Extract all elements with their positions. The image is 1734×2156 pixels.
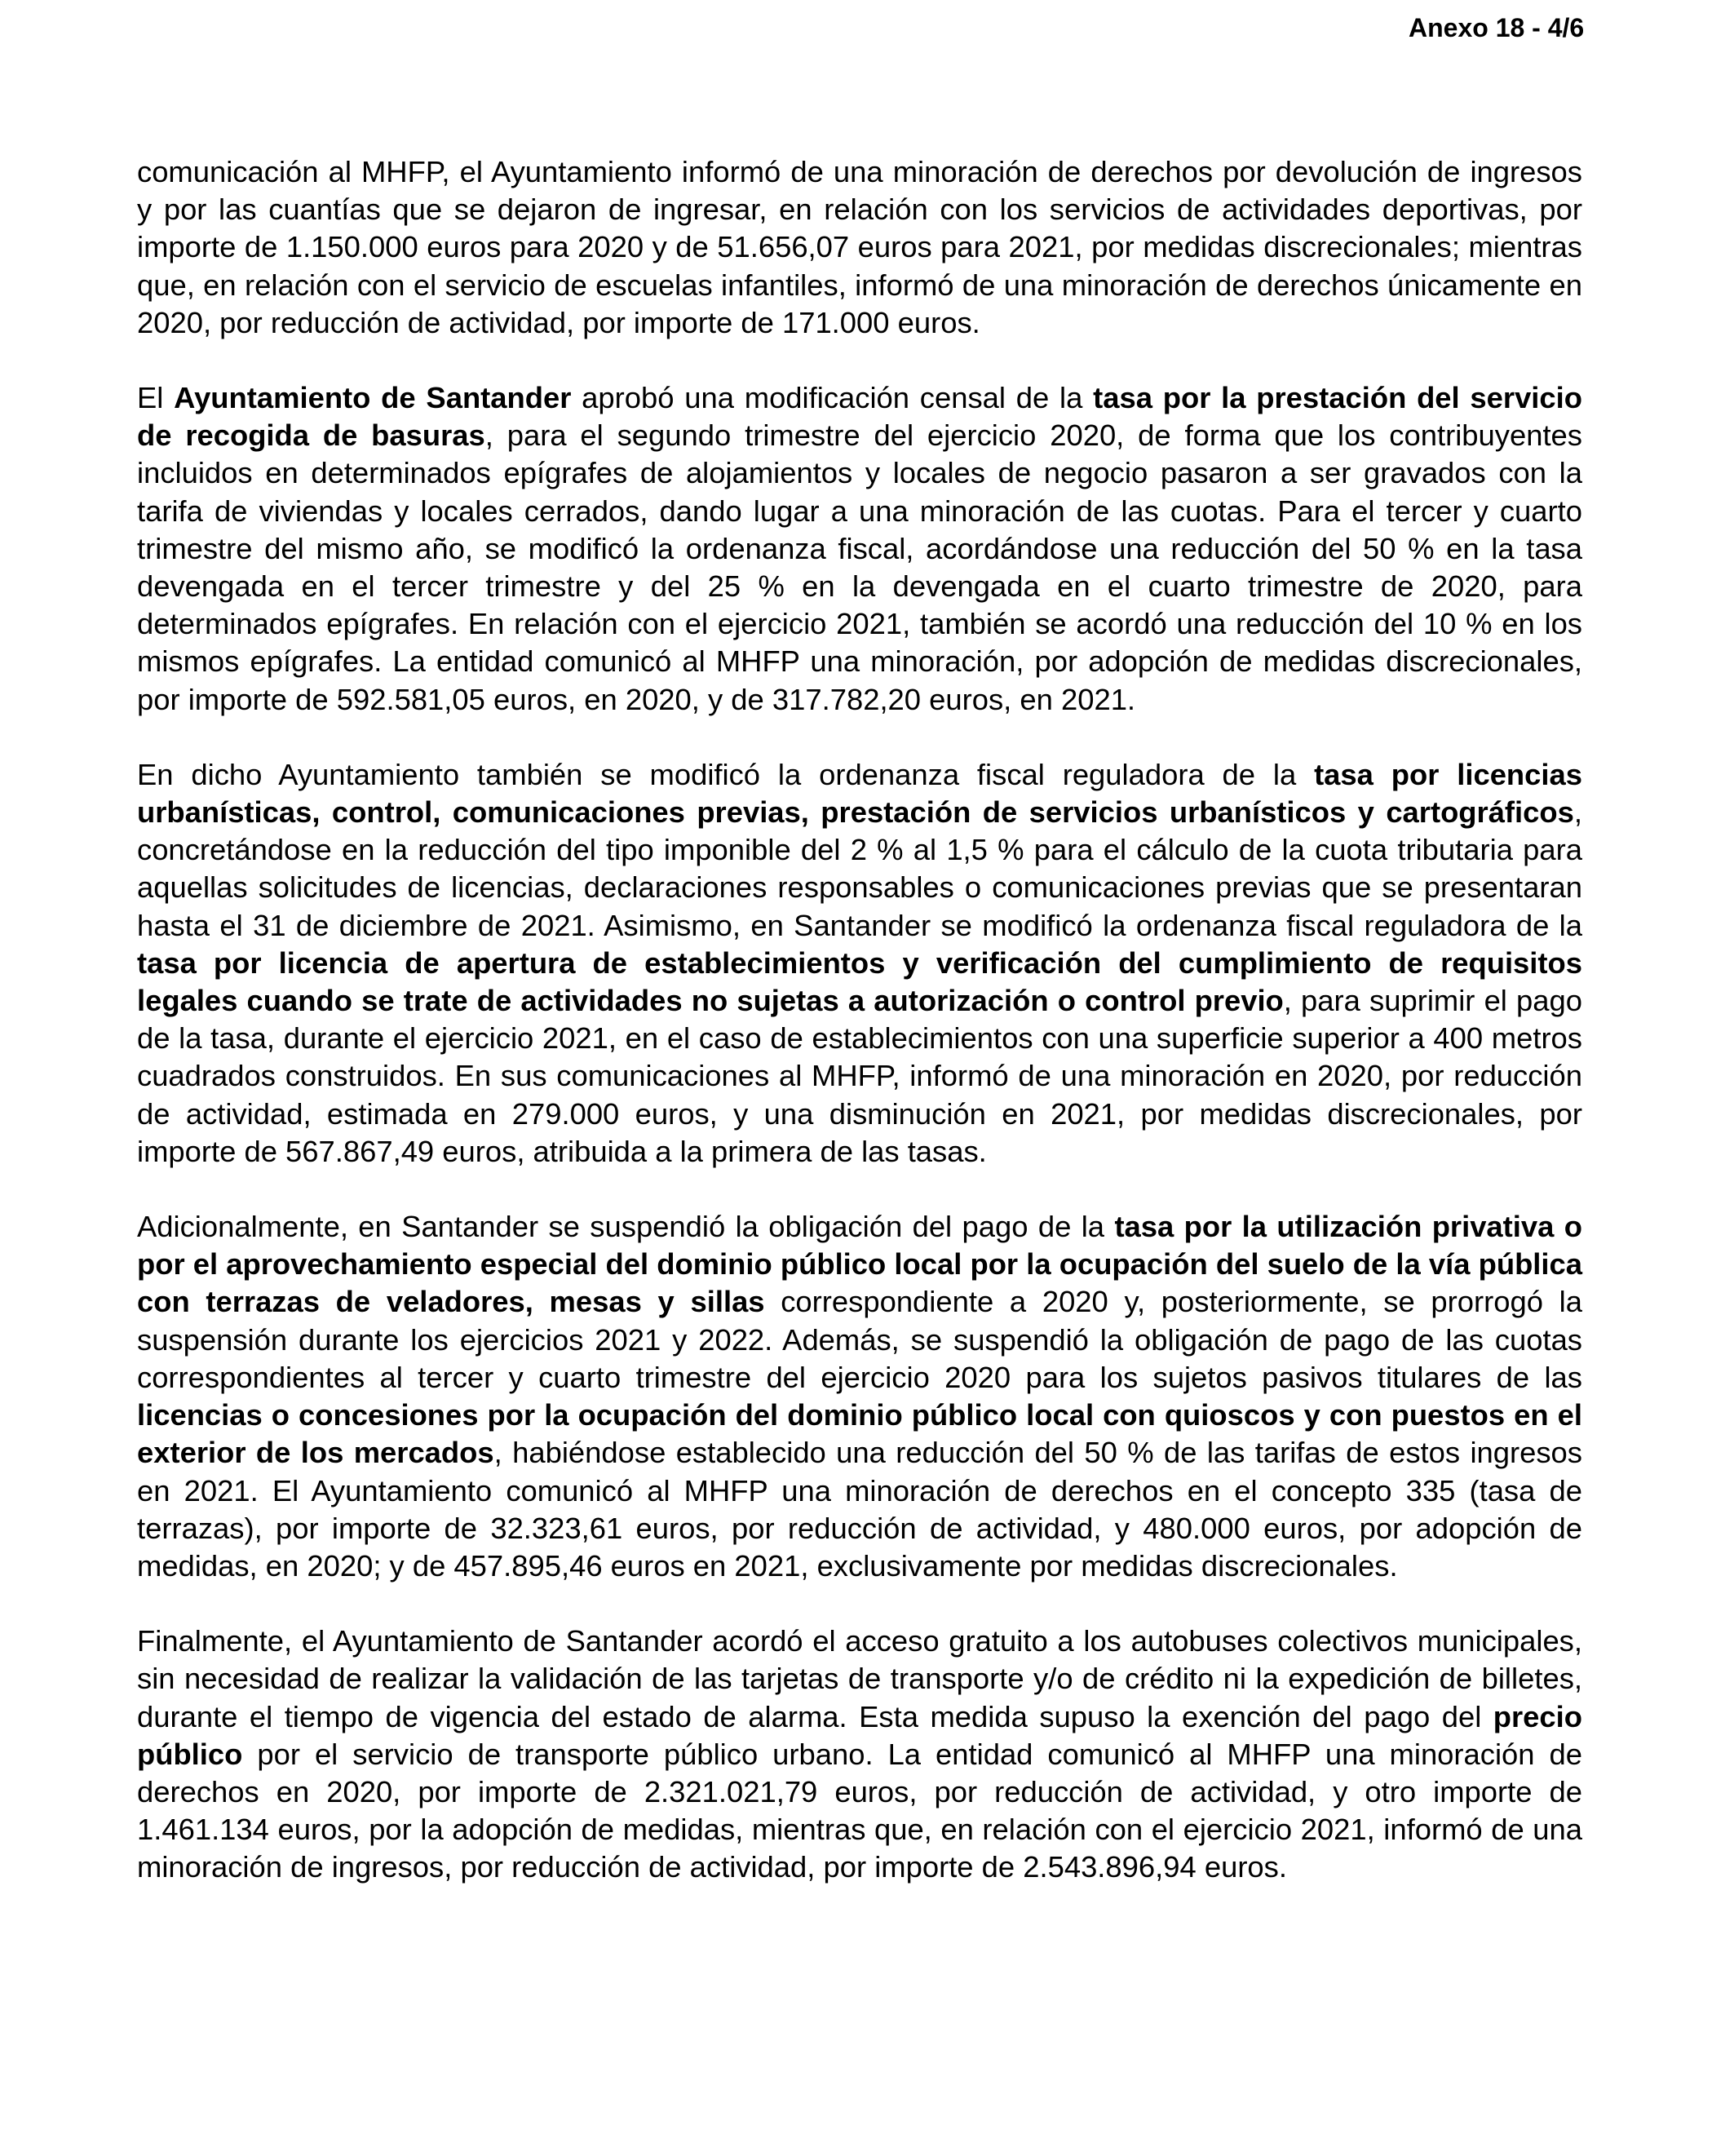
text-segment: Adicionalmente, en Santander se suspendió la obligación del pago de la <box>137 1210 1115 1244</box>
bold-fee-name: tasa por la utilización privativa o por el aprovechamiento especial del dominio público local por la ocupación del suelo de la vía pública con terrazas de veladores, mesas y sillas <box>137 1210 1582 1319</box>
text-segment: , concretándose en la reducción del tipo imponible del 2 % al 1,5 % para el cálculo de la cuota tributaria para aquellas solicitudes de licencias, declaraciones responsables o comunicaciones previas que se presentaran hasta el 31 de diciembre de 2021. Asimismo, en Santander se modificó la ordenanza fiscal reguladora de la <box>137 795 1582 942</box>
text-segment: En dicho Ayuntamiento también se modificó la ordenanza fiscal reguladora de la <box>137 757 1315 791</box>
text-segment: correspondiente a 2020 y, posteriormente, se prorrogó la suspensión durante los ejercicios 2021 y 2022. Además, se suspendió la obligación de pago de las cuotas correspondientes al tercer y cuarto trimestre del ejercicio 2020 para los sujetos pasivos titulares de las <box>137 1285 1582 1394</box>
paragraph-sports-schools <box>137 153 1582 342</box>
bold-entity-name: Ayuntamiento de Santander <box>174 381 572 415</box>
text-segment: El <box>137 381 175 415</box>
text-segment: , para el segundo trimestre del ejercicio 2020, de forma que los contribuyentes incluidos en determinados epígrafes de alojamientos y locales de negocio pasaron a ser gravados con la tarifa de viviendas y locales cerrados, dando lugar a una minoración de las cuotas. Para el tercer y cuarto trimestre del mismo año, se modificó la ordenanza fiscal, acordándose una reducción del 50 % en la tasa devengada en el tercer trimestre y del 25 % en la devengada en el cuarto trimestre de 2020, para determinados epígrafes. En relación con el ejercicio 2021, también se acordó una reducción del 10 % en los mismos epígrafes. La entidad comunicó al MHFP una minoración, por adopción de medidas discrecionales, por importe de 592.581,05 euros, en 2020, y de 317.782,20 euros, en 2021. <box>137 418 1582 716</box>
bold-fee-name: tasa por licencias urbanísticas, control, comunicaciones previas, prestación de servicios urbanísticos y cartográficos <box>137 757 1582 830</box>
text-segment: , para suprimir el pago de la tasa, durante el ejercicio 2021, en el caso de establecimientos con una superficie superior a 400 metros cuadrados construidos. En sus comunicaciones al MHFP, informó de una minoración en 2020, por reducción de actividad, estimada en 279.000 euros, y una disminución en 2021, por medidas discrecionales, por importe de 567.867,49 euros, atribuida a la primera de las tasas. <box>137 984 1582 1168</box>
bold-price-name: precio público <box>137 1699 1582 1771</box>
paragraph-urban-licences-fee <box>137 756 1582 1171</box>
text-segment: , habiéndose establecido una reducción del 50 % de las tarifas de estos ingresos en 2021. El Ayuntamiento comunicó al MHFP una minoración de derechos en el concepto 335 (tasa de terrazas), por importe de 32.323,61 euros, por reducción de actividad, y 480.000 euros, por adopción de medidas, en 2020; y de 457.895,46 euros en 2021, exclusivamente por medidas discrecionales. <box>137 1436 1582 1583</box>
text-segment: Finalmente, el Ayuntamiento de Santander acordó el acceso gratuito a los autobuses colectivos municipales, sin necesidad de realizar la validación de las tarjetas de transporte y/o de crédito ni la expedición de billetes, durante el tiempo de vigencia del estado de alarma. Esta medida supuso la exención del pago del <box>137 1624 1582 1733</box>
text-segment: comunicación al MHFP, el Ayuntamiento informó de una minoración de derechos por devolución de ingresos y por las cuantías que se dejaron de ingresar, en relación con los servicios de actividades deportivas, por importe de 1.150.000 euros para 2020 y de 51.656,07 euros para 2021, por medidas discrecionales; mientras que, en relación con el servicio de escuelas infantiles, informó de una minoración de derechos únicamente en 2020, por reducción de actividad, por importe de 171.000 euros. <box>137 155 1582 339</box>
bold-fee-name: tasa por la prestación del servicio de recogida de basuras <box>137 381 1582 453</box>
text-segment: aprobó una modificación censal de la <box>571 381 1094 415</box>
paragraph-public-transport-price <box>137 1623 1582 1886</box>
paragraph-terraces-fee <box>137 1208 1582 1585</box>
text-segment: por el servicio de transporte público urbano. La entidad comunicó al MHFP una minoración de derechos en 2020, por importe de 2.321.021,79 euros, por reducción de actividad, y otro importe de 1.461.134 euros, por la adopción de medidas, mientras que, en relación con el ejercicio 2021, informó de una minoración de ingresos, por reducción de actividad, por importe de 2.543.896,94 euros. <box>137 1737 1582 1884</box>
paragraph-waste-collection-fee <box>137 379 1582 719</box>
document-body <box>137 153 1582 1924</box>
bold-fee-name: licencias o concesiones por la ocupación del dominio público local con quioscos y con puestos en el exterior de los mercados <box>137 1398 1582 1470</box>
annex-page-label: Anexo 18 - 4/6 <box>1409 13 1585 42</box>
bold-fee-name: tasa por licencia de apertura de establecimientos y verificación del cumplimiento de requisitos legales cuando se trate de actividades no sujetas a autorización o control previo <box>137 945 1582 1018</box>
